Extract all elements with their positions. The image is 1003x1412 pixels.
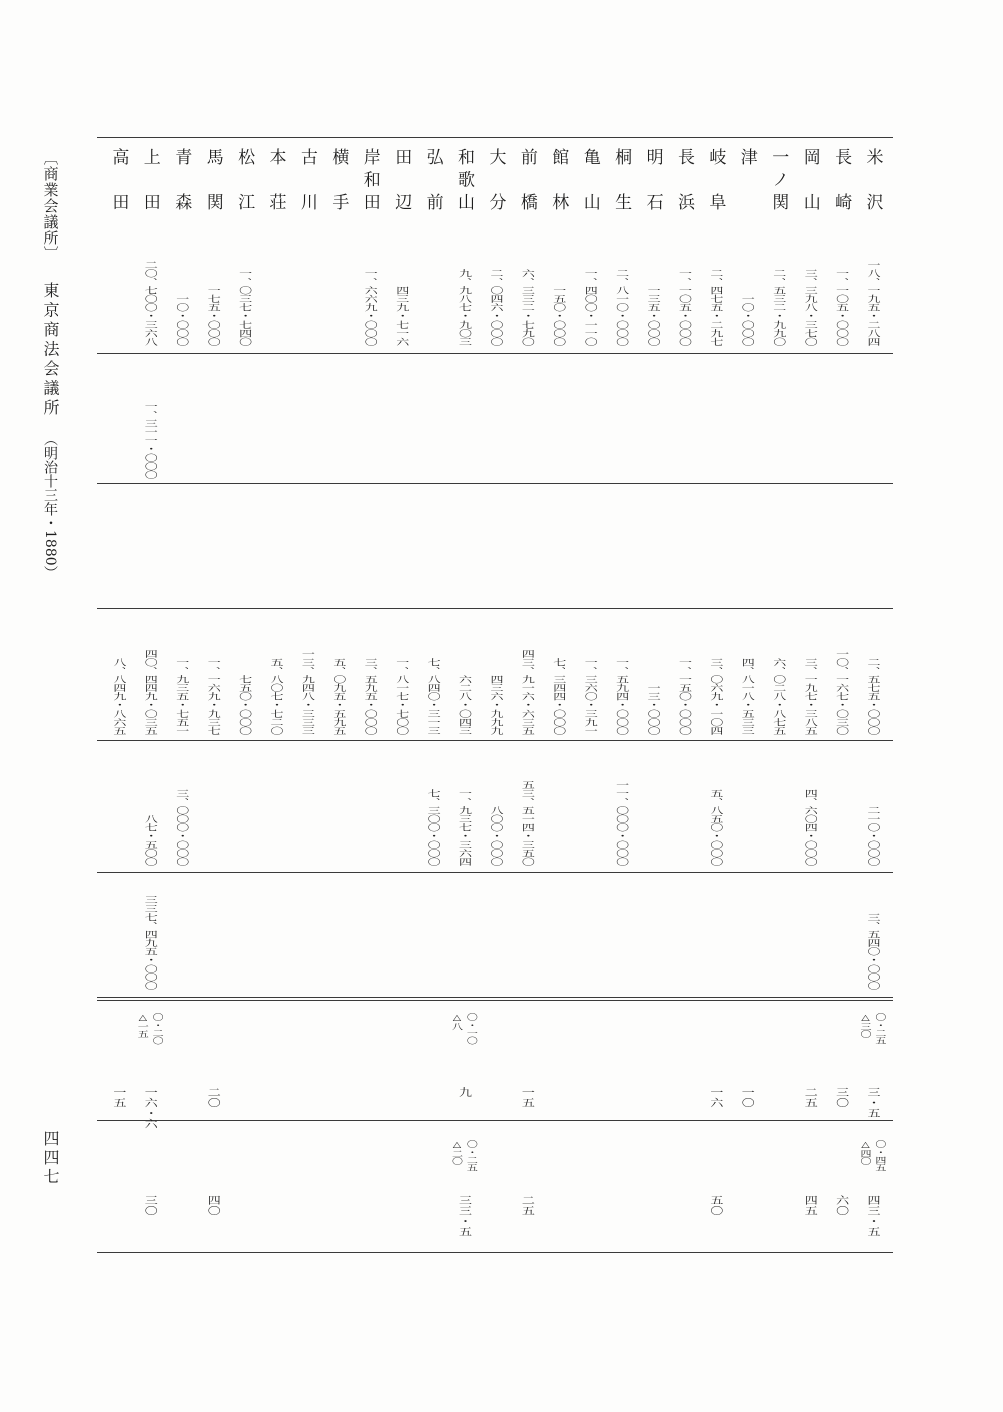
city-name: 弘前 (422, 148, 443, 238)
table-value: 一三・〇〇〇 (644, 683, 660, 735)
rate-value: 四〇 (204, 1195, 220, 1216)
rate-note (449, 1013, 479, 1045)
table-value: 四〇、四四九・〇三五 (141, 649, 157, 735)
table-value: 一〇、一六七・〇三〇 (833, 649, 849, 735)
table-value: 四三、九一六・六三五 (518, 649, 534, 735)
city-name: 岸和田 (359, 148, 380, 216)
table-value: 一三五・〇〇〇 (644, 285, 660, 346)
table-value: 三、〇六九・一〇四 (707, 657, 723, 735)
table-value: 一、三六〇・三九一 (581, 657, 597, 735)
city-name: 横手 (328, 148, 349, 238)
table-value: 一、一〇五・〇〇〇 (676, 268, 691, 346)
city-name: 桐生 (611, 148, 632, 238)
table-rule (97, 483, 893, 484)
city-name: 田辺 (391, 148, 412, 238)
table-value: 一、九三五・七五一 (173, 657, 189, 735)
rate-value: 二五 (801, 1087, 817, 1108)
city-name: 上田 (139, 148, 160, 238)
table-value: 一、六六九・〇〇〇 (361, 268, 377, 346)
table-rule (97, 353, 893, 354)
table-value: 二〇、七〇〇・三六八 (141, 260, 157, 346)
running-head-title: 東京商法会議所 (41, 282, 60, 419)
table-value: 七、八四〇・三一三 (424, 657, 440, 735)
city-name: 和歌山 (454, 148, 474, 216)
city-name: 長浜 (674, 148, 694, 238)
city-name: 松江 (234, 148, 255, 238)
table-value: 六、〇二八・八七五 (770, 657, 786, 735)
rate-note-right: 〇・二五 (873, 1013, 887, 1045)
table-value: 一五〇・〇〇〇 (550, 285, 566, 346)
rate-note (857, 1013, 887, 1045)
city-name: 明石 (642, 148, 663, 238)
table-value: 二、〇四六・〇〇〇 (487, 268, 503, 346)
city-name: 岡山 (799, 148, 820, 238)
table-value: 七、三四四・〇〇〇 (550, 657, 566, 735)
rate-note (134, 1013, 164, 1045)
table-value: 二、五七五・〇〇〇 (864, 657, 880, 735)
table-value: 一、五九四・〇〇〇 (613, 657, 629, 735)
table-value: 六、三三二・七九〇 (518, 268, 534, 346)
running-head-category: 〔商業会議所〕 (41, 150, 60, 262)
city-name: 岐阜 (705, 148, 726, 238)
city-name: 青森 (171, 148, 192, 238)
rate-note-left: △三〇 (859, 1013, 872, 1039)
rate-value: 二〇 (204, 1087, 220, 1108)
table-value: 一、八一七・七〇〇 (393, 657, 409, 735)
city-name: 一ノ関 (768, 148, 789, 216)
table-value: 一〇・〇〇〇 (173, 294, 189, 346)
rate-note-right: 〇・二五 (465, 1140, 479, 1172)
table-value: 四、六〇四・〇〇〇 (801, 788, 817, 866)
rate-value: 三〇 (141, 1195, 157, 1216)
table-value: 一〇・〇〇〇 (738, 294, 754, 346)
table-value: 七、三〇〇・〇〇〇 (424, 788, 440, 866)
table-value: 一七五・〇〇〇 (204, 285, 220, 346)
table-value: 一、一六九・九三七 (204, 657, 220, 735)
running-head-era: （明治十三年・1880） (42, 432, 58, 580)
rate-note-left: △四〇 (859, 1140, 872, 1166)
city-name: 津 (736, 148, 757, 165)
rate-value: 五〇 (707, 1195, 723, 1216)
rate-value: 二五 (518, 1195, 534, 1216)
table-value: 五、八〇七・七二〇 (267, 657, 283, 735)
rate-value: 九 (456, 1087, 471, 1098)
table-value: 一、三一一・〇〇〇 (141, 401, 157, 479)
table-rule (97, 740, 893, 741)
table-value: 三、〇〇〇・〇〇〇 (173, 788, 189, 866)
table-value: 六二八・〇四三 (456, 674, 471, 735)
table-rule-double-a (97, 997, 893, 998)
rate-value: 一六・六 (141, 1087, 157, 1129)
rate-value: 一五 (518, 1087, 534, 1108)
city-name: 米沢 (862, 148, 883, 238)
table-value: 三、五九五・〇〇〇 (361, 657, 377, 735)
table-value: 一八、一九五・二八四 (864, 260, 880, 346)
rate-value: 六〇 (833, 1195, 849, 1216)
rate-value: 一〇 (738, 1087, 754, 1108)
table-rule (97, 1120, 893, 1121)
table-value: 三、三九八・三七〇 (801, 268, 817, 346)
table-value: 二一〇・〇〇〇 (864, 805, 880, 866)
table-rule-bottom (97, 1252, 893, 1253)
table-value: 七五〇・〇〇〇 (236, 674, 252, 735)
table-value: 一三、九四八・三三三 (298, 649, 314, 735)
rate-note (449, 1140, 479, 1172)
table-value: 四三六・九九九 (487, 674, 503, 735)
rate-note-right: 〇・一〇 (465, 1013, 479, 1045)
rate-note-left: △一五 (136, 1013, 150, 1039)
table-value: 一、九三七・三六四 (456, 788, 471, 866)
rate-note-right: 〇・二〇 (151, 1013, 165, 1045)
table-value: 五三、五一四・三五〇 (518, 780, 534, 866)
city-name: 亀山 (579, 148, 600, 238)
table-value: 一一、〇〇〇・〇〇〇 (613, 780, 629, 866)
city-name: 前橋 (516, 148, 537, 238)
city-name: 古川 (296, 148, 317, 238)
table-value: 三、一九七・三八五 (801, 657, 817, 735)
rate-value: 三・五 (864, 1087, 880, 1119)
rate-value: 一五 (110, 1087, 126, 1108)
table-value: 二、五三二・九九〇 (770, 268, 786, 346)
table-value: 三、五四〇・〇〇〇 (864, 912, 880, 990)
table-value: 一、一五〇・〇〇〇 (676, 657, 691, 735)
city-name: 館林 (548, 148, 569, 238)
table-value: 二、八一〇・〇〇〇 (613, 268, 629, 346)
rate-note (857, 1140, 887, 1172)
city-name: 馬関 (202, 148, 223, 238)
rate-value: 一六 (707, 1087, 723, 1108)
table-value: 九、九八七・九〇三 (456, 268, 471, 346)
city-name: 高田 (108, 148, 129, 238)
table-value: 四三九・七一六 (393, 285, 409, 346)
table-rule (97, 872, 893, 873)
table-value: 八、八四九・八六五 (110, 657, 126, 735)
table-value: 三三七、四九五・〇〇〇 (141, 895, 157, 990)
table-value: 五、〇九五・五九五 (330, 657, 346, 735)
rate-value: 三〇 (833, 1087, 849, 1108)
table-rule (97, 608, 893, 609)
table-rule-top (97, 137, 893, 138)
table-value: 一、四〇〇・一一〇 (581, 268, 597, 346)
rate-note-right: 〇・四五 (873, 1140, 887, 1172)
rate-value: 四三・五 (864, 1195, 880, 1237)
table-value: 八七・五〇〇 (141, 814, 157, 866)
rate-value: 四五 (801, 1195, 817, 1216)
table-value: 四、八一八・五三三 (738, 657, 754, 735)
city-name: 本荘 (265, 148, 286, 238)
table-value: 二、四七五・二九七 (707, 268, 723, 346)
rate-note-left: △八 (450, 1013, 464, 1031)
table-value: 八〇〇・〇〇〇 (487, 805, 503, 866)
table-rule-double-b (97, 1000, 893, 1001)
table-value: 一、一〇五・〇〇〇 (833, 268, 849, 346)
city-name: 大分 (485, 148, 506, 238)
page-number: 四四七 (41, 1130, 60, 1187)
table-value: 一、〇三七・七四〇 (236, 268, 252, 346)
rate-value: 三三・五 (456, 1195, 471, 1237)
table-value: 五、八五〇・〇〇〇 (707, 788, 723, 866)
city-name: 長崎 (831, 148, 852, 238)
rate-note-left: △二〇 (450, 1140, 464, 1166)
